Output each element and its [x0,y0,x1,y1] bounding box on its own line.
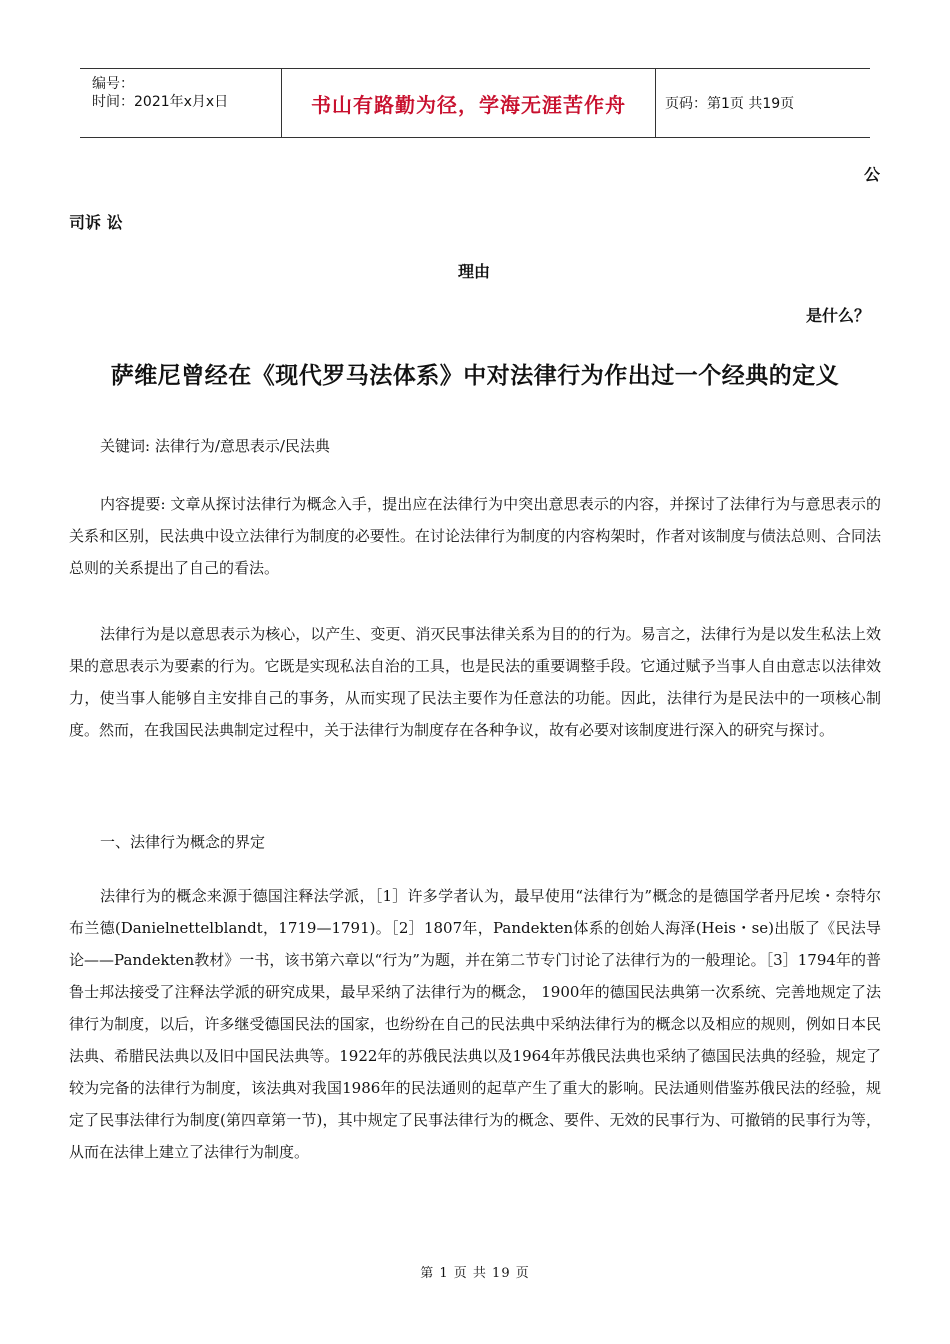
abstract: 内容提要: 文章从探讨法律行为概念入手，提出应在法律行为中突出意思表示的内容，并探讨了法律行为与意思表示的关系和区别，民法典中设立法律行为制度的必要性。在讨论法律行为制度的内容构架时，作者对该制度与债法总则、合同法总则的关系提出了自己的看法。 [69,495,881,577]
document-date-label: 时间：2021年x月x日 [92,94,229,110]
title-fragment-3: 理由 [458,262,491,281]
document-number-label: 编号： [92,76,134,92]
section-heading: 一、法律行为概念的界定 [100,833,266,851]
header-motto: 书山有路勤为径，学海无涯苦作舟 [311,92,626,117]
page-footer: 第 1 页 共 19 页 [420,1266,530,1281]
paragraph-intro: 法律行为是以意思表示为核心，以产生、变更、消灭民事法律关系为目的的行为。易言之，法律行为是以发生私法上效果的意思表示为要素的行为。它既是实现私法自治的工具，也是民法的重要调整手段。它通过赋予当事人自由意志以法律效力，使当事人能够自主安排自己的事务，从而实现了民法主要作为任意法的功能。因此，法律行为是民法中的一项核心制度。然而，在我国民法典制定过程中，关于法律行为制度存在各种争议，故有必要对该制度进行深入的研究与探讨。 [69,625,881,739]
title-fragment-1: 公 [864,165,881,184]
page-header [80,68,870,138]
header-info-cell [80,69,281,137]
keywords: 关键词: 法律行为/意思表示/民法典 [100,437,330,455]
article-title: 萨维尼曾经在《现代罗马法体系》中对法律行为作出过一个经典的定义 [110,363,840,389]
paragraph-history: 法律行为的概念来源于德国注释法学派，［1］许多学者认为，最早使用“法律行为”概念的是德国学者丹尼埃・奈特尔布兰德(Danielnettelblandt，1719—1791)。［2］1807年，Pandekten体系的创始人海泽(Heis・se)出版了《民法导论——Pandekten教材》一书，该书第六章以“行为”为题，并在第二节专门讨论了法律行为的一般理论。［3］1794年的普鲁士邦法接受了注释法学派的研究成果，最早采纳了法律行为的概念， 1900年的德国民法典第一次系统、完善地规定了法律行为制度，以后，许多继受德国民法的国家，也纷纷在自己的民法典中采纳法律行为的概念以及相应的规则，例如日本民法典、希腊民法典以及旧中国民法典等。1922年的苏俄民法典以及1964年苏俄民法典也采纳了德国民法典的经验，规定了较为完备的法律行为制度，该法典对我国1986年的民法通则的起草产生了重大的影响。民法通则借鉴苏俄民法的经验，规定了民事法律行为制度(第四章第一节)，其中规定了民事法律行为的概念、要件、无效的民事行为、可撤销的民事行为等，从而在法律上建立了法律行为制度。 [69,887,881,1161]
title-fragment-2: 司诉 讼 [69,213,123,232]
header-page-number: 页码：第1页 共19页 [665,96,795,112]
title-fragment-4: 是什么？ [806,306,871,325]
header-motto-cell [281,69,656,137]
header-page-cell [655,69,870,137]
